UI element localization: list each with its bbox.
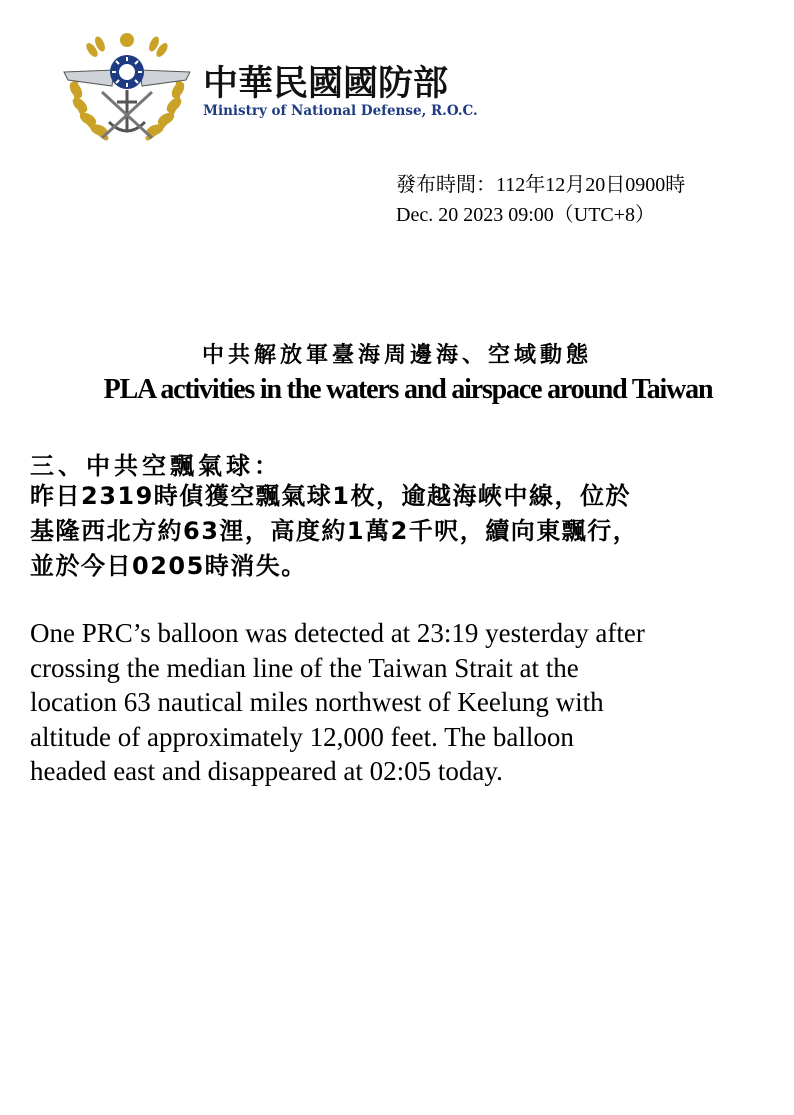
release-time (396, 170, 685, 230)
section-heading: 三、中共空飄氣球： (30, 452, 282, 480)
body-en (30, 616, 770, 789)
body-en-line: altitude of approximately 12,000 feet. The balloon (30, 721, 574, 752)
body-en-line: crossing the median line of the Taiwan Strait at the (30, 652, 579, 683)
release-time-en: Dec. 20 2023 09:00（UTC+8） (396, 204, 656, 226)
body-en-line: One PRC’s balloon was detected at 23:19 yesterday after (30, 618, 645, 648)
body-en-line: headed east and disappeared at 02:05 today. (30, 756, 503, 786)
page-title-zh: 中共解放軍臺海周邊海、空域動態 (201, 343, 592, 368)
body-zh-line: 並於今日0205時消失。 (30, 552, 307, 580)
page-title-en: PLA activities in the waters and airspace around Taiwan (103, 374, 713, 405)
body-en-line: location 63 nautical miles northwest of Keelung with (30, 687, 604, 717)
org-name-en: Ministry of National Defense, R.O.C. (203, 103, 478, 119)
ministry-emblem-icon (54, 30, 200, 148)
body-zh-line: 昨日2319時偵獲空飄氣球1枚，逾越海峽中線，位於 (30, 482, 631, 510)
org-name-zh: 中華民國國防部 (203, 64, 449, 104)
release-time-zh: 發布時間：112年12月20日0900時 (396, 174, 686, 196)
body-zh-line: 基隆西北方約63浬，高度約1萬2千呎，續向東飄行， (30, 517, 639, 545)
body-zh (30, 479, 770, 584)
